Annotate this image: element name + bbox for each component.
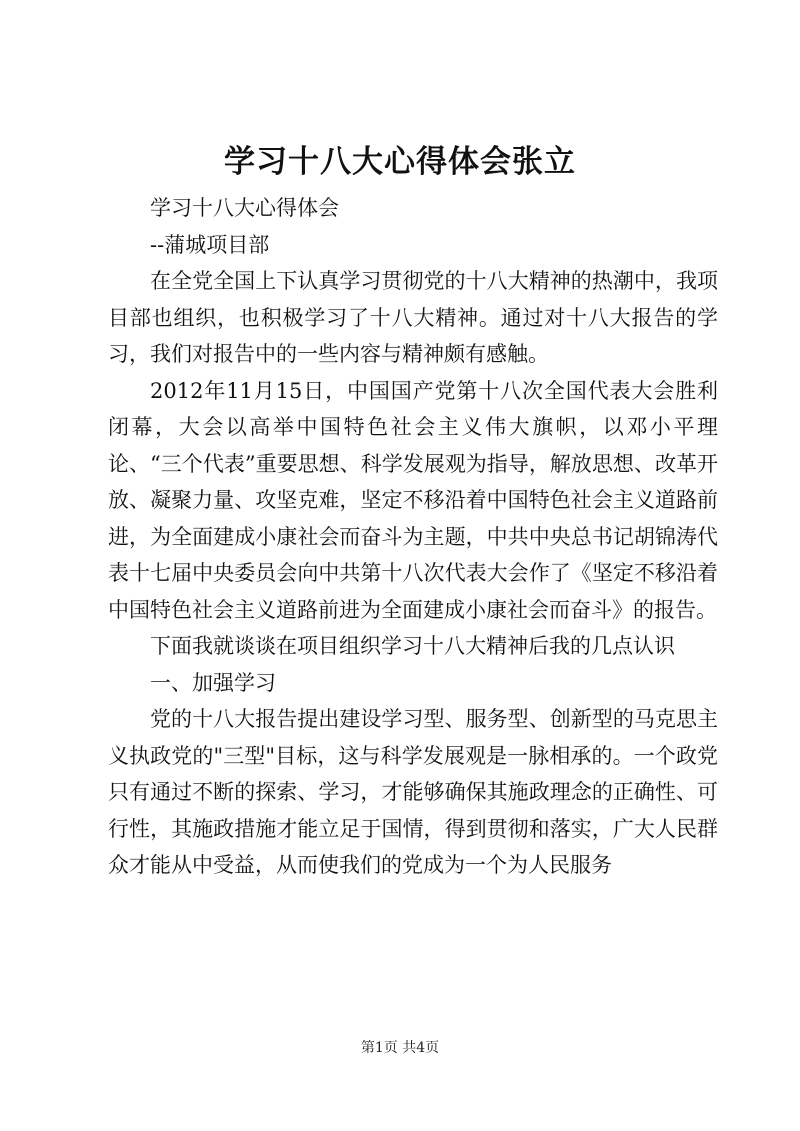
paragraph-intro: 在全党全国上下认真学习贯彻党的十八大精神的热潮中，我项目部也组织，也积极学习了十八大精神。通过对十八大报告的学习，我们对报告中的一些内容与精神颇有感触。: [108, 269, 718, 366]
document-title: 学习十八大心得体会张立: [224, 144, 576, 180]
document-body: [108, 190, 718, 884]
section-heading: 一、加强学习: [150, 670, 276, 695]
page-number-footer: 第1页 共4页: [360, 1040, 440, 1056]
paragraph-department: --蒲城项目部: [150, 232, 270, 257]
paragraph-subtitle: 学习十八大心得体会: [150, 196, 339, 220]
paragraph-transition: 下面我就谈谈在项目组织学习十八大精神后我的几点认识: [150, 634, 675, 658]
paragraph-congress: 2012年11月15日，中国国产党第十八次全国代表大会胜利闭幕，大会以高举中国特色社会主义伟大旗帜，以邓小平理论、“三个代表”重要思想、科学发展观为指导，解放思想、改革开放、凝聚力量、攻坚克难，坚定不移沿着中国特色社会主义道路前进，为全面建成小康社会而奋斗为主题，中共中央总书记胡锦涛代表十七届中央委员会向中共第十八次代表大会作了《坚定不移沿着中国特色社会主义道路前进为全面建成小康社会而奋斗》的报告。: [108, 378, 718, 622]
paragraph-learning: 党的十八大报告提出建设学习型、服务型、创新型的马克思主义执政党的"三型"目标，这与科学发展观是一脉相承的。一个政党只有通过不断的探索、学习，才能够确保其施政理念的正确性、可行性，其施政措施才能立足于国情，得到贯彻和落实，广大人民群众才能从中受益，从而使我们的党成为一个为人民服务: [108, 707, 718, 877]
